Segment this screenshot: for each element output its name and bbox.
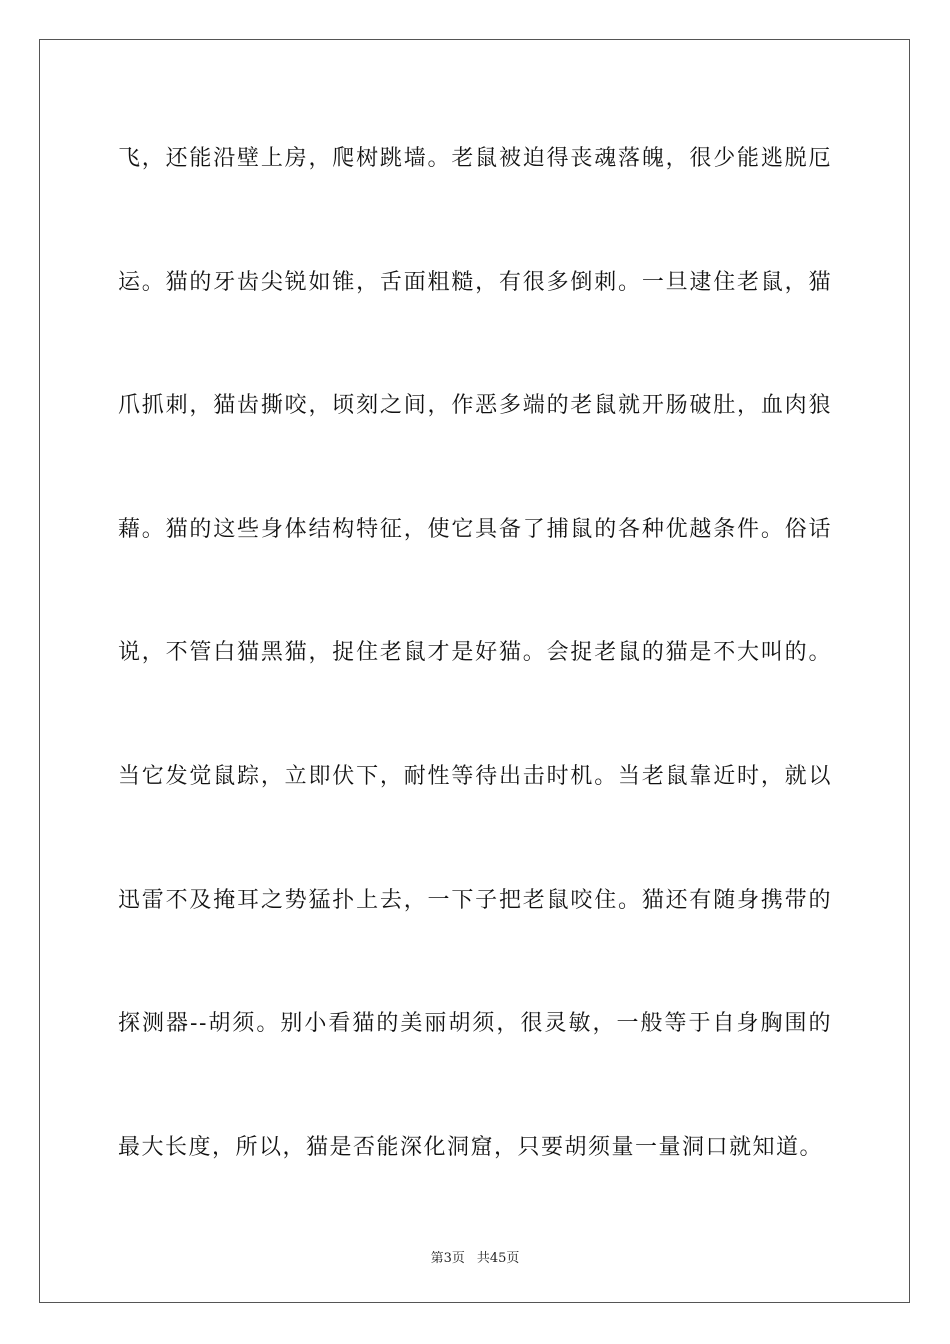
text-line-3: 爪抓刺，猫齿撕咬，顷刻之间，作恶多端的老鼠就开肠破肚，血肉狼 <box>118 393 832 419</box>
page-footer <box>0 1247 950 1266</box>
page-number: 第3页 <box>430 1251 465 1266</box>
text-line-2: 运。猫的牙齿尖锐如锥，舌面粗糙，有很多倒刺。一旦逮住老鼠，猫 <box>118 269 832 295</box>
text-line-5: 说，不管白猫黑猫，捉住老鼠才是好猫。会捉老鼠的猫是不大叫的。 <box>118 640 832 666</box>
document-body <box>118 128 832 1240</box>
text-line-7: 迅雷不及掩耳之势猛扑上去，一下子把老鼠咬住。猫还有随身携带的 <box>118 887 832 913</box>
text-line-8: 探测器--胡须。别小看猫的美丽胡须，很灵敏，一般等于自身胸围的 <box>118 1011 832 1037</box>
page-total: 共45页 <box>476 1251 520 1266</box>
text-line-6: 当它发觉鼠踪，立即伏下，耐性等待出击时机。当老鼠靠近时，就以 <box>118 763 832 789</box>
text-line-9: 最大长度，所以，猫是否能深化洞窟，只要胡须量一量洞口就知道。 <box>118 1134 824 1160</box>
text-line-1: 飞，还能沿壁上房，爬树跳墙。老鼠被迫得丧魂落魄，很少能逃脱厄 <box>118 146 832 171</box>
text-line-4: 藉。猫的这些身体结构特征，使它具备了捕鼠的各种优越条件。俗话 <box>118 516 832 542</box>
